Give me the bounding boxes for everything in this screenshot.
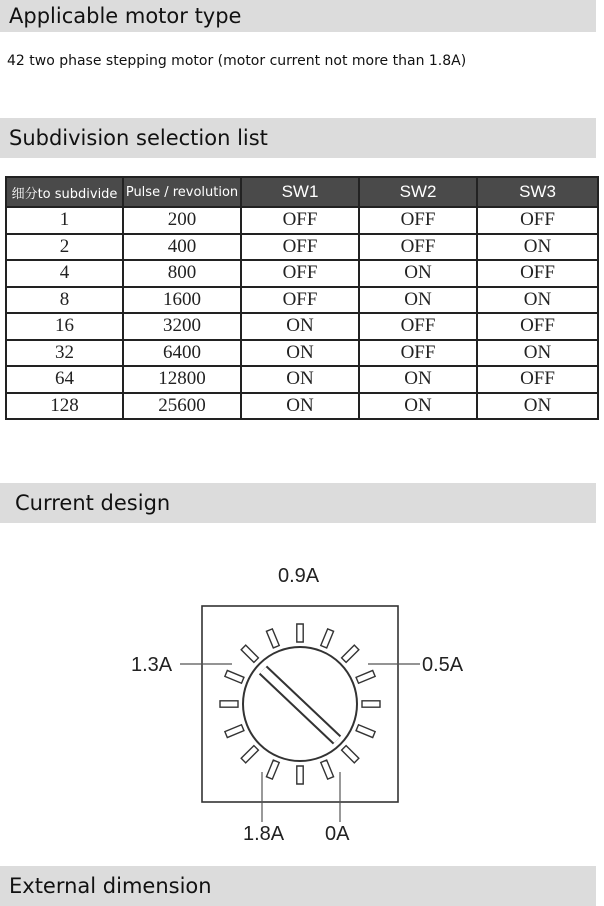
table-row	[6, 234, 598, 261]
cell-sw1: ON	[241, 313, 359, 340]
dial-tick	[297, 624, 303, 642]
dial-tick	[356, 670, 375, 683]
header-pulse-revolution: Pulse / revolution	[123, 177, 241, 207]
table-row	[6, 287, 598, 314]
cell-sw2: OFF	[359, 207, 477, 234]
dial-tick	[321, 629, 334, 648]
dial-tick	[297, 766, 303, 784]
cell-sw3: ON	[477, 287, 598, 314]
cell-sw2: OFF	[359, 340, 477, 367]
dial-tick	[266, 760, 279, 779]
dial-tick	[220, 701, 238, 707]
cell-sw2: OFF	[359, 313, 477, 340]
section-title: Current design	[15, 491, 171, 515]
cell-sw1: OFF	[241, 207, 359, 234]
header-sw3: SW3	[477, 177, 598, 207]
dial-tick	[356, 725, 375, 738]
cell-sw1: ON	[241, 340, 359, 367]
cell-pulse: 200	[123, 207, 241, 234]
cell-subdivide: 2	[6, 234, 123, 261]
cell-pulse: 400	[123, 234, 241, 261]
dial-tick	[266, 629, 279, 648]
cell-pulse: 800	[123, 260, 241, 287]
dial-label-left: 1.3A	[131, 654, 173, 676]
cell-pulse: 6400	[123, 340, 241, 367]
dial-label-right: 0.5A	[422, 654, 464, 676]
subdivision-table	[5, 176, 599, 420]
dial-tick	[321, 760, 334, 779]
table-row	[6, 207, 598, 234]
cell-sw3: ON	[477, 393, 598, 420]
cell-subdivide: 8	[6, 287, 123, 314]
dial-tick	[225, 670, 244, 683]
header-subdivide: 细分to subdivide	[6, 177, 123, 207]
table-header-row	[6, 177, 598, 207]
dial-tick	[225, 725, 244, 738]
cell-pulse: 1600	[123, 287, 241, 314]
section-header-current	[0, 483, 596, 523]
dial-tick	[342, 746, 359, 763]
dial-tick	[362, 701, 380, 707]
dial-label-bottom-left: 1.8A	[243, 823, 285, 845]
cell-sw2: OFF	[359, 234, 477, 261]
cell-sw1: OFF	[241, 234, 359, 261]
cell-sw1: ON	[241, 366, 359, 393]
section-header-motor-type	[0, 0, 596, 32]
cell-subdivide: 32	[6, 340, 123, 367]
current-dial-svg	[0, 560, 604, 850]
cell-pulse: 3200	[123, 313, 241, 340]
section-title: Applicable motor type	[9, 4, 242, 28]
header-sw2: SW2	[359, 177, 477, 207]
cell-subdivide: 64	[6, 366, 123, 393]
cell-sw2: ON	[359, 260, 477, 287]
cell-pulse: 25600	[123, 393, 241, 420]
cell-sw3: ON	[477, 340, 598, 367]
current-dial-diagram	[0, 560, 604, 850]
motor-description: 42 two phase stepping motor (motor current not more than 1.8A)	[7, 53, 467, 69]
cell-subdivide: 4	[6, 260, 123, 287]
section-title: External dimension	[9, 874, 212, 898]
dial-label-top: 0.9A	[278, 565, 320, 587]
cell-sw2: ON	[359, 393, 477, 420]
section-title: Subdivision selection list	[9, 126, 268, 150]
table-row	[6, 313, 598, 340]
cell-sw2: ON	[359, 366, 477, 393]
dial-tick	[241, 645, 258, 662]
cell-subdivide: 128	[6, 393, 123, 420]
cell-sw2: ON	[359, 287, 477, 314]
cell-sw1: ON	[241, 393, 359, 420]
table-row	[6, 366, 598, 393]
cell-subdivide: 1	[6, 207, 123, 234]
table-row	[6, 393, 598, 420]
dial-tick	[342, 645, 359, 662]
section-header-dimension	[0, 866, 596, 906]
cell-sw1: OFF	[241, 260, 359, 287]
cell-sw3: OFF	[477, 313, 598, 340]
cell-sw3: ON	[477, 234, 598, 261]
cell-sw3: OFF	[477, 260, 598, 287]
cell-sw3: OFF	[477, 366, 598, 393]
table-row	[6, 260, 598, 287]
cell-subdivide: 16	[6, 313, 123, 340]
table-row	[6, 340, 598, 367]
cell-sw1: OFF	[241, 287, 359, 314]
header-sw1: SW1	[241, 177, 359, 207]
section-header-subdivision	[0, 118, 596, 158]
dial-label-bottom-right: 0A	[325, 823, 350, 845]
dial-tick	[241, 746, 258, 763]
cell-pulse: 12800	[123, 366, 241, 393]
cell-sw3: OFF	[477, 207, 598, 234]
